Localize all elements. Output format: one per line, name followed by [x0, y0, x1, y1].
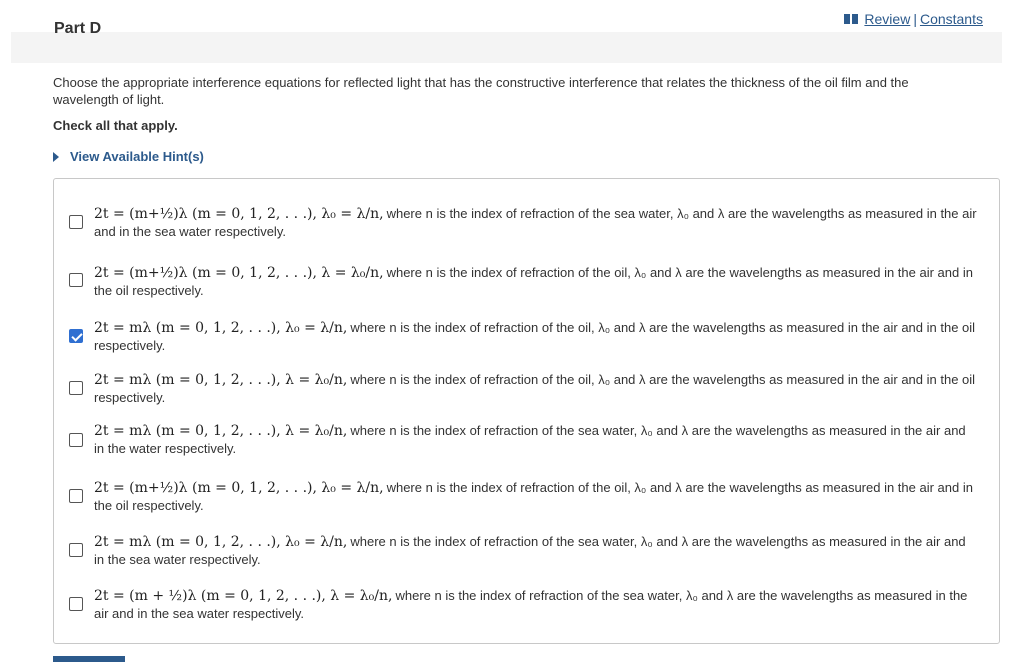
answer-options — [53, 178, 1000, 644]
review-link[interactable]: Review — [864, 11, 911, 27]
option-checkbox[interactable] — [69, 543, 83, 557]
option-text: where n is the index of refraction of the oil, λ₀ and λ are the wavelengths as measured in the air and in the oil respectively. — [94, 372, 976, 405]
part-header — [11, 20, 1002, 63]
option-content — [94, 533, 979, 568]
hint-label: View Available Hint(s) — [70, 149, 204, 164]
option-text: where n is the index of refraction of the oil, λ₀ and λ are the wavelengths as measured in the air and in the oil respectively. — [94, 265, 973, 298]
option-text: where n is the index of refraction of the oil, λ₀ and λ are the wavelengths as measured in the air and in the oil respectively. — [94, 480, 973, 513]
book-icon — [844, 14, 858, 24]
caret-right-icon — [53, 152, 59, 162]
option-equation: 2t = mλ (m = 0, 1, 2, . . .), λ = λ₀/n, — [94, 423, 348, 439]
option-equation: 2t = (m+½)λ (m = 0, 1, 2, . . .), λ₀ = λ/n, — [94, 206, 384, 222]
instruction-text: Check all that apply. — [53, 118, 178, 133]
submit-button[interactable] — [53, 656, 125, 662]
option-text: where n is the index of refraction of the sea water, λ₀ and λ are the wavelengths as measured in the air and in the sea water respectively. — [94, 534, 966, 567]
option-checkbox[interactable] — [69, 489, 83, 503]
part-title: Part D — [54, 20, 102, 37]
option-content — [94, 587, 979, 622]
option-checkbox[interactable] — [69, 215, 83, 229]
constants-link[interactable]: Constants — [919, 11, 983, 27]
option-content — [94, 479, 979, 514]
option-text: where n is the index of refraction of the sea water, λ₀ and λ are the wavelengths as measured in the air and in the sea water respectively. — [94, 588, 968, 621]
option-equation: 2t = (m+½)λ (m = 0, 1, 2, . . .), λ₀ = λ/n, — [94, 480, 384, 496]
option-text: where n is the index of refraction of the oil, λ₀ and λ are the wavelengths as measured in the air and in the oil respectively. — [94, 320, 976, 353]
option-text: where n is the index of refraction of the sea water, λ₀ and λ are the wavelengths as measured in the air and in the water respectively. — [94, 423, 966, 456]
option-equation: 2t = mλ (m = 0, 1, 2, . . .), λ₀ = λ/n, — [94, 534, 348, 550]
hint-toggle[interactable] — [53, 149, 204, 164]
option-content — [94, 422, 979, 457]
option-content — [94, 264, 979, 299]
option-content — [94, 371, 979, 406]
option-equation: 2t = mλ (m = 0, 1, 2, . . .), λ = λ₀/n, — [94, 372, 348, 388]
option-content — [94, 205, 979, 240]
option-text: where n is the index of refraction of the sea water, λ₀ and λ are the wavelengths as measured in the air and in the sea water respectively. — [94, 206, 977, 239]
option-checkbox[interactable] — [69, 381, 83, 395]
top-links — [844, 11, 983, 27]
option-checkbox[interactable] — [69, 329, 83, 343]
link-separator: | — [913, 11, 917, 27]
option-equation: 2t = (m + ½)λ (m = 0, 1, 2, . . .), λ = λ₀/n, — [94, 588, 393, 604]
option-content — [94, 319, 979, 354]
option-checkbox[interactable] — [69, 433, 83, 447]
option-checkbox[interactable] — [69, 273, 83, 287]
option-checkbox[interactable] — [69, 597, 83, 611]
question-text: Choose the appropriate interference equations for reflected light that has the constructive interference that relates the thickness of the oil film and the wavelength of light. — [53, 75, 909, 107]
option-equation: 2t = mλ (m = 0, 1, 2, . . .), λ₀ = λ/n, — [94, 320, 348, 336]
option-equation: 2t = (m+½)λ (m = 0, 1, 2, . . .), λ = λ₀/n, — [94, 265, 384, 281]
